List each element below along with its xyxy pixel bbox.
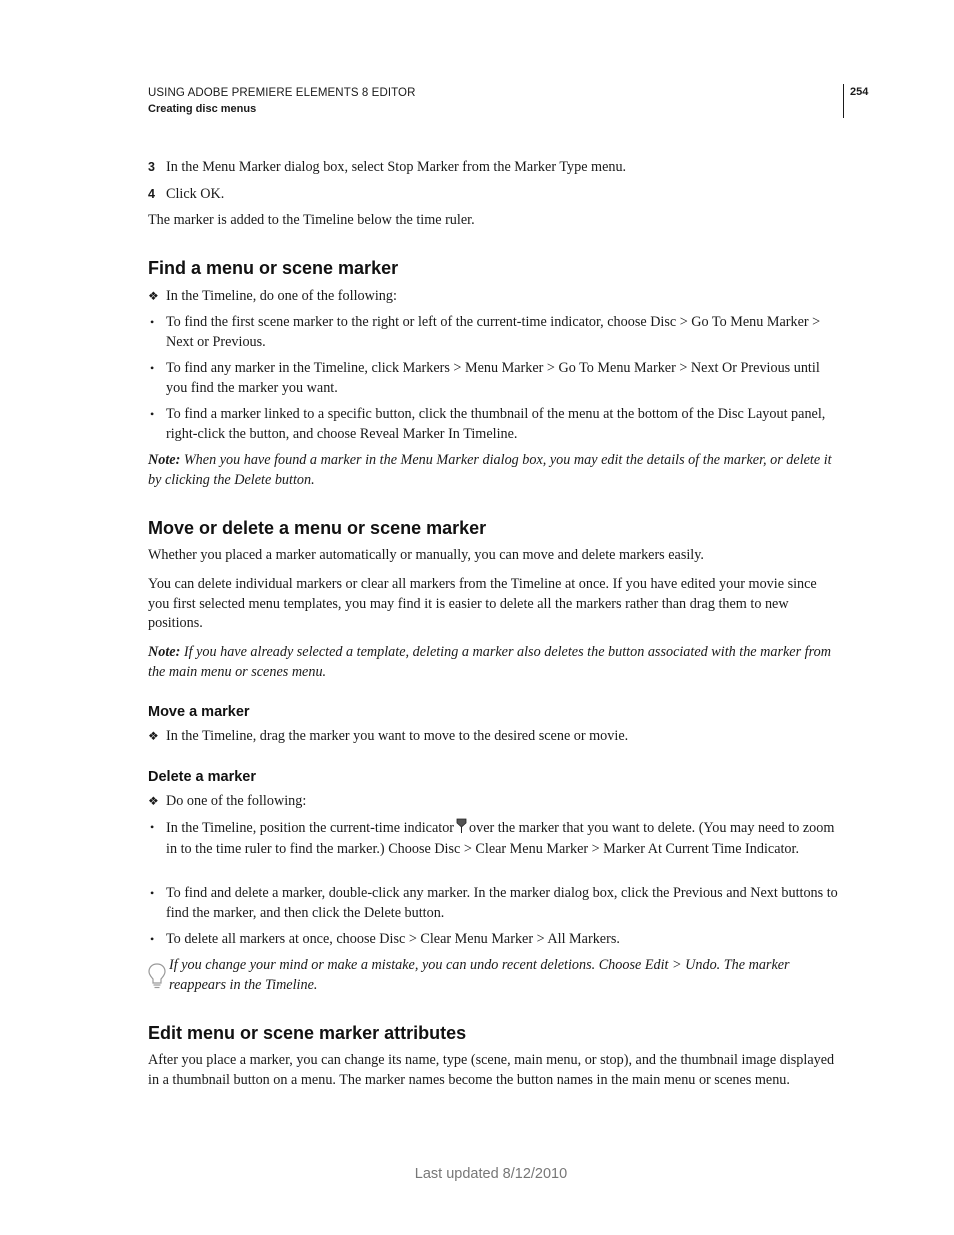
note-label: Note: [148, 644, 181, 660]
edit-text: After you place a marker, you can change its name, type (scene, main menu, or stop), and the thumbnail image displayed in a thumbnail button on a menu. The marker names become the button names in the main menu or scenes menu. [148, 1052, 835, 1088]
note-text: If you have already selected a template, deleting a marker also deletes the button associated with the marker from the main menu or scenes menu. [148, 644, 831, 680]
delete-bullet-2: To find and delete a marker, double-click any marker. In the marker dialog box, click the Previous and Next buttons to find the marker, and then click the Delete button. [166, 885, 838, 921]
list-bullet: • [150, 820, 155, 834]
find-bullet-2: To find any marker in the Timeline, click Markers > Menu Marker > Go To Menu Marker > Next Or Previous until you find the marker you want. [166, 360, 820, 396]
current-time-indicator-icon [456, 818, 467, 840]
heading-move-marker: Move a marker [148, 704, 250, 720]
list-bullet: • [150, 932, 155, 946]
diamond-bullet: ❖ [148, 794, 159, 808]
delete-bullet-3: To delete all markers at once, choose Disc > Clear Menu Marker > All Markers. [166, 931, 620, 947]
note-text: When you have found a marker in the Menu Marker dialog box, you may edit the details of the marker, or delete it by clicking the Delete button. [148, 452, 832, 488]
move-text: In the Timeline, drag the marker you want to move to the desired scene or movie. [166, 728, 629, 744]
list-bullet: • [150, 315, 155, 329]
heading-find-marker: Find a menu or scene marker [148, 258, 399, 278]
find-lead: In the Timeline, do one of the following: [166, 288, 397, 304]
running-header-title: USING ADOBE PREMIERE ELEMENTS 8 EDITOR [148, 87, 416, 99]
step-number-3: 3 [148, 160, 155, 174]
page-number: 254 [850, 86, 869, 98]
diamond-bullet: ❖ [148, 289, 159, 303]
header-divider [843, 84, 844, 118]
list-bullet: • [150, 361, 155, 375]
running-header-section: Creating disc menus [148, 103, 257, 115]
move-delete-para-2: You can delete individual markers or clear all markers from the Timeline at once. If you have edited your movie since you first selected menu templates, you may find it is easier to delete all the markers rather than drag them to new positions. [148, 576, 817, 632]
footer-last-updated: Last updated 8/12/2010 [414, 1166, 568, 1182]
heading-move-delete: Move or delete a menu or scene marker [148, 518, 487, 538]
find-bullet-3: To find a marker linked to a specific button, click the thumbnail of the menu at the bottom of the Disc Layout panel, right-click the button, and choose Reveal Marker In Timeline. [166, 406, 826, 442]
step-text-4: Click OK. [166, 186, 225, 202]
find-note [148, 451, 840, 490]
move-delete-note [148, 643, 840, 682]
move-delete-para-1: Whether you placed a marker automatically or manually, you can move and delete markers easily. [148, 547, 704, 563]
intro-result: The marker is added to the Timeline below the time ruler. [148, 212, 475, 228]
lightbulb-tip-icon [147, 962, 167, 995]
diamond-bullet: ❖ [148, 729, 159, 743]
delete-tip: If you change your mind or make a mistake, you can undo recent deletions. Choose Edit > Undo. The marker reappears in the Timeline. [169, 957, 790, 993]
step-number-4: 4 [148, 187, 155, 201]
find-bullet-1: To find the first scene marker to the right or left of the current-time indicator, choose Disc > Go To Menu Marker > Next or Previous. [166, 314, 821, 350]
step-text-3: In the Menu Marker dialog box, select Stop Marker from the Marker Type menu. [166, 159, 627, 175]
list-bullet: • [150, 407, 155, 421]
list-bullet: • [150, 886, 155, 900]
delete-lead: Do one of the following: [166, 793, 307, 809]
delete-bullet-1-after: over the marker that you want to delete. (You may need to zoom in to the time ruler to find the marker.) Choose Disc > Clear Menu Marker > Marker At Current Time Indicator. [166, 820, 835, 857]
delete-bullet-1-before: In the Timeline, position the current-time indicator [166, 820, 455, 836]
heading-delete-marker: Delete a marker [148, 769, 257, 785]
heading-edit-attributes: Edit menu or scene marker attributes [148, 1023, 467, 1043]
note-label: Note: [148, 452, 181, 468]
delete-bullet-1 [166, 818, 840, 859]
